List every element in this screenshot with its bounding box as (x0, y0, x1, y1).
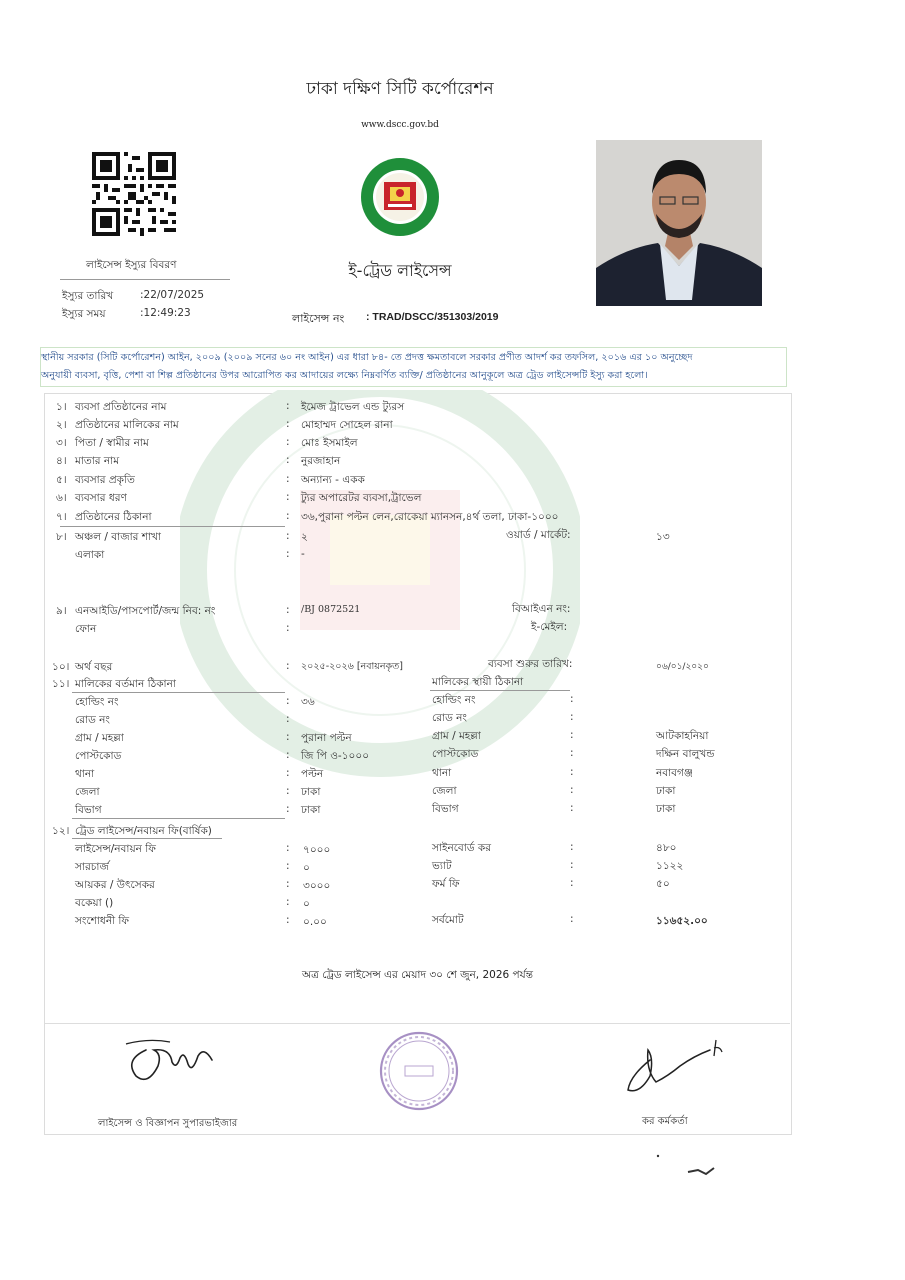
field-num: ৫। (56, 474, 67, 486)
field-num: ১। (56, 401, 67, 413)
field-label-business-nature: ব্যবসার প্রকৃতি (75, 474, 135, 486)
fee-value-income-tax: ৩০০০ (303, 880, 331, 892)
permanent-postcode-value: দক্ষিন বালুখন্ড (656, 748, 715, 760)
address-row-label: গ্রাম / মহল্লা (432, 730, 481, 742)
field-label-zone: অঞ্চল / বাজার শাখা (75, 531, 161, 543)
field-num: ১২। (52, 825, 70, 837)
preamble-line-2: অনুযায়ী ব্যবসা, বৃত্তি, পেশা বা শিল্প প্রতিষ্ঠানের উপর আরোপিত কর আদায়ের লক্ষ্যে নিম্নবর্ণিত ব্যক্তি/ প্রতিষ্ঠানের আনুকূলে অত্র ট্রেড লাইসেন্সটি ইস্যু করা হলো। (41, 370, 648, 381)
office-stamp-icon (378, 1030, 460, 1112)
address-row-label: থানা (432, 767, 452, 779)
tax-officer-signature-label: কর কর্মকর্তা (642, 1116, 688, 1127)
field-value-business-name: ইমেজ ট্রাভেল এন্ড ট্যুরস (301, 401, 405, 413)
present-district-value: ঢাকা (301, 786, 321, 798)
business-start-label: ব্যবসা শুরুর তারিখ: (488, 658, 573, 670)
fee-label: বকেয়া () (75, 897, 114, 909)
license-number-label: লাইসেন্স নং (292, 312, 345, 325)
ward-label: ওয়ার্ড / মার্কেট: (506, 529, 571, 541)
email-label: ই-মেইল: (531, 621, 568, 633)
issuer-website: www.dscc.gov.bd (361, 120, 439, 130)
address-row-label: রোড নং (75, 714, 110, 726)
address-row-label: জেলা (432, 785, 457, 797)
supervisor-signature (118, 1034, 218, 1086)
fee-value-surcharge: ০ (303, 862, 310, 874)
issue-time-value: :12:49:23 (140, 307, 191, 319)
field-label-business-name: ব্যবসা প্রতিষ্ঠানের নাম (75, 401, 167, 413)
tax-officer-signature (620, 1036, 730, 1098)
watermark-seal-icon (180, 390, 580, 790)
present-address-heading: মালিকের বর্তমান ঠিকানা (75, 678, 176, 690)
address-row-label: বিভাগ (75, 804, 102, 816)
field-value-father-name: মোঃ ইসমাইল (301, 437, 358, 449)
field-label-business-type: ব্যবসার ধরণ (75, 492, 127, 504)
field-label-phone: ফোন (75, 623, 97, 635)
field-value-mother-name: নুরজাহান (301, 455, 341, 467)
document-title: ই-ট্রেড লাইসেন্স (348, 261, 452, 280)
issuer-title: ঢাকা দক্ষিণ সিটি কর্পোরেশন (306, 79, 494, 99)
business-start-value: ০৬/০১/২০২০ (656, 662, 709, 672)
fees-heading: ট্রেড লাইসেন্স/নবায়ন ফি(বার্ষিক) (75, 825, 212, 837)
field-num: ৪। (56, 455, 67, 467)
present-thana-value: পল্টন (301, 768, 324, 780)
address-row-label: হোল্ডিং নং (75, 696, 119, 708)
address-row-label: গ্রাম / মহল্লা (75, 732, 124, 744)
license-number: : TRAD/DSCC/351303/2019 (366, 311, 499, 323)
fee-label: লাইসেন্স/নবায়ন ফি (75, 843, 156, 855)
field-label-business-address: প্রতিষ্ঠানের ঠিকানা (75, 511, 152, 523)
present-postcode-value: জি পি ও-১০০০ (301, 750, 370, 762)
issue-time-label: ইস্যুর সময় (62, 308, 106, 320)
present-holding-value: ৩৬ (301, 696, 315, 708)
field-label-nid: এনআইডি/পাসপোর্ট/জন্ম নিব: নং (75, 605, 216, 617)
address-row-label: পোস্টকোড (432, 748, 479, 760)
permanent-division-value: ঢাকা (656, 803, 676, 815)
issue-date-value: :22/07/2025 (140, 289, 205, 301)
fee-label: সারচার্জ (75, 861, 109, 873)
address-row-label: থানা (75, 768, 95, 780)
field-num: ১০। (52, 661, 70, 673)
bin-label: বিআইএন নং: (512, 603, 571, 615)
address-row-label: হোল্ডিং নং (432, 694, 476, 706)
field-value-fiscal-year: ২০২৫-২০২৬ [নবায়নকৃত] (301, 661, 404, 672)
field-value-owner-name: মোহাম্মদ সোহেল রানা (301, 419, 393, 431)
fee-value-arrears: ০ (303, 898, 310, 910)
fee-value-vat: ১১২২ (656, 860, 684, 872)
field-num: ৮। (56, 531, 67, 543)
field-value-business-nature: অন্যান্য - একক (301, 474, 365, 486)
supervisor-signature-label: লাইসেন্স ও বিজ্ঞাপন সুপারভাইজার (98, 1118, 238, 1129)
present-division-value: ঢাকা (301, 804, 321, 816)
field-value-nid: /BJ 0872521 (301, 604, 361, 615)
field-label-owner-name: প্রতিষ্ঠানের মালিকের নাম (75, 419, 179, 431)
fee-value-license: ৭০০০ (303, 844, 331, 856)
field-value-business-address: ৩৬,পুরানা পল্টন লেন,রোকেয়া ম্যানসন,৪র্থ তলা, ঢাকা-১০০০ (301, 511, 559, 523)
fee-label: ফর্ম ফি (432, 878, 460, 890)
field-num: ৯। (56, 605, 67, 617)
scan-mark (650, 1150, 730, 1180)
fee-value-total: ১১৬৫২.০০ (656, 915, 708, 927)
field-value-area: - (301, 548, 305, 560)
field-label-area: এলাকা (75, 549, 105, 561)
fee-label: ভ্যাট (432, 860, 452, 872)
permanent-address-heading: মালিকের স্থায়ী ঠিকানা (432, 676, 524, 688)
address-row-label: পোস্টকোড (75, 750, 122, 762)
issue-info-heading: লাইসেন্স ইস্যুর বিবরণ (86, 259, 177, 271)
field-label-father-name: পিতা / স্বামীর নাম (75, 437, 149, 449)
fee-label: সংশোধনী ফি (75, 915, 130, 927)
field-num: ৬। (56, 492, 67, 504)
field-num: ২। (56, 419, 67, 431)
field-value-zone: ২ (301, 531, 308, 543)
fee-value-amendment: ০.০০ (303, 916, 327, 928)
address-row-label: বিভাগ (432, 803, 459, 815)
issue-date-label: ইস্যুর তারিখ (62, 290, 114, 302)
address-row-label: জেলা (75, 786, 100, 798)
ward-value: ১৩ (656, 531, 670, 543)
field-label-mother-name: মাতার নাম (75, 455, 120, 467)
fee-value-form: ৫০ (656, 878, 670, 890)
field-value-business-type: ট্যুর অপারেটর ব্যবসা,ট্রাভেল (301, 492, 422, 504)
permanent-village-value: আটকাহনিয়া (656, 730, 709, 742)
field-num: ৩। (56, 437, 67, 449)
fee-label: আয়কর / উৎসেকর (75, 879, 155, 891)
dscc-seal-logo (360, 157, 440, 237)
fee-value-signboard: ৪৮০ (656, 842, 677, 854)
field-label-fiscal-year: অর্থ বছর (75, 661, 113, 673)
present-village-value: পুরানা পল্টন (301, 732, 352, 744)
qr-code (92, 152, 176, 236)
license-validity: অত্র ট্রেড লাইসেন্স এর মেয়াদ ৩০ শে জুন, 2026 পর্যন্ত (302, 969, 533, 981)
address-row-label: রোড নং (432, 712, 467, 724)
field-num: ৭। (56, 511, 67, 523)
field-num: ১১। (52, 678, 70, 690)
fee-label: সর্বমোট (432, 914, 464, 926)
legal-preamble (40, 347, 787, 387)
fee-label: সাইনবোর্ড কর (432, 842, 492, 854)
preamble-line-1: স্থানীয় সরকার (সিটি কর্পোরেশন) আইন, ২০০৯ (২০০৯ সনের ৬০ নং আইন) এর ধারা ৮৪- তে প্রদত্ত ক্ষমতাবলে সরকার প্রণীত আদর্শ কর তফসিল, ২০১৬ এর ১০ অনুচ্ছেদ (41, 352, 693, 363)
permanent-thana-value: নবাবগঞ্জ (656, 767, 693, 779)
permanent-district-value: ঢাকা (656, 785, 676, 797)
